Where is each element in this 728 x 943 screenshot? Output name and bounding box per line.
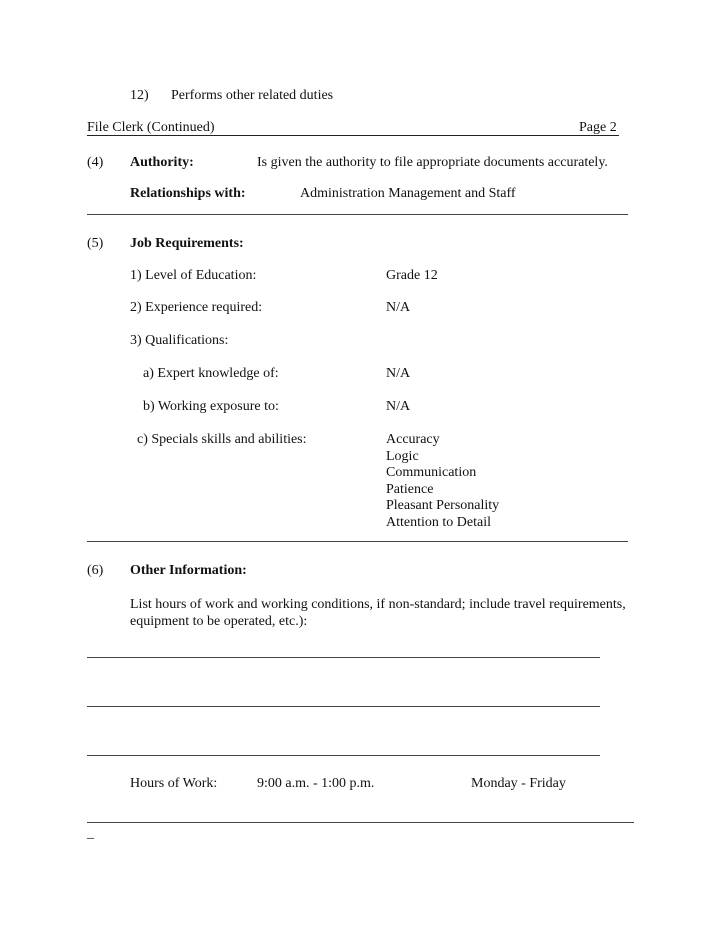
blank-entry-line — [87, 755, 600, 756]
section-number: (4) — [87, 155, 104, 170]
experience-label: 2) Experience required: — [130, 300, 263, 315]
section-divider — [87, 214, 628, 215]
authority-text: Is given the authority to file appropriate documents accurately. — [257, 155, 608, 170]
skills-list — [386, 432, 499, 531]
skill-item: Communication — [386, 465, 477, 480]
experience-value: N/A — [386, 300, 411, 315]
working-exposure-value: N/A — [386, 399, 411, 414]
relationships-label: Relationships with: — [130, 186, 246, 201]
relationships-text: Administration Management and Staff — [300, 186, 516, 201]
section-title: Other Information: — [130, 563, 247, 578]
working-exposure-label: b) Working exposure to: — [143, 399, 279, 414]
trailing-mark: _ — [87, 826, 94, 841]
skills-label: c) Specials skills and abilities: — [137, 432, 307, 447]
expert-knowledge-label: a) Expert knowledge of: — [143, 366, 279, 381]
skill-item: Pleasant Personality — [386, 498, 500, 513]
section-number: (6) — [87, 563, 104, 578]
section-divider — [87, 541, 628, 542]
header-underline — [87, 135, 619, 136]
skill-item: Accuracy — [386, 432, 440, 447]
skill-item: Logic — [386, 448, 419, 464]
blank-entry-line — [87, 657, 600, 658]
blank-entry-line — [87, 706, 600, 707]
days-value: Monday - Friday — [471, 776, 566, 791]
document-title: File Clerk (Continued) — [87, 120, 215, 135]
section-title: Job Requirements: — [130, 236, 244, 251]
page-number: Page 2 — [579, 120, 617, 135]
qualifications-label: 3) Qualifications: — [130, 333, 229, 348]
expert-knowledge-value: N/A — [386, 366, 411, 381]
skill-item: Attention to Detail — [386, 514, 491, 530]
authority-label: Authority: — [130, 155, 194, 170]
hours-value: 9:00 a.m. - 1:00 p.m. — [257, 776, 375, 791]
section-number: (5) — [87, 236, 104, 251]
skill-item: Patience — [386, 481, 434, 497]
bottom-rule — [87, 822, 634, 823]
hours-label: Hours of Work: — [130, 776, 218, 791]
instructions-line: List hours of work and working conditions, if non-standard; include travel requirements, — [130, 597, 626, 612]
instructions-line: equipment to be operated, etc.): — [130, 614, 308, 629]
education-label: 1) Level of Education: — [130, 268, 257, 283]
education-value: Grade 12 — [386, 268, 438, 283]
item-text: Performs other related duties — [171, 88, 334, 103]
item-number: 12) — [130, 88, 149, 103]
